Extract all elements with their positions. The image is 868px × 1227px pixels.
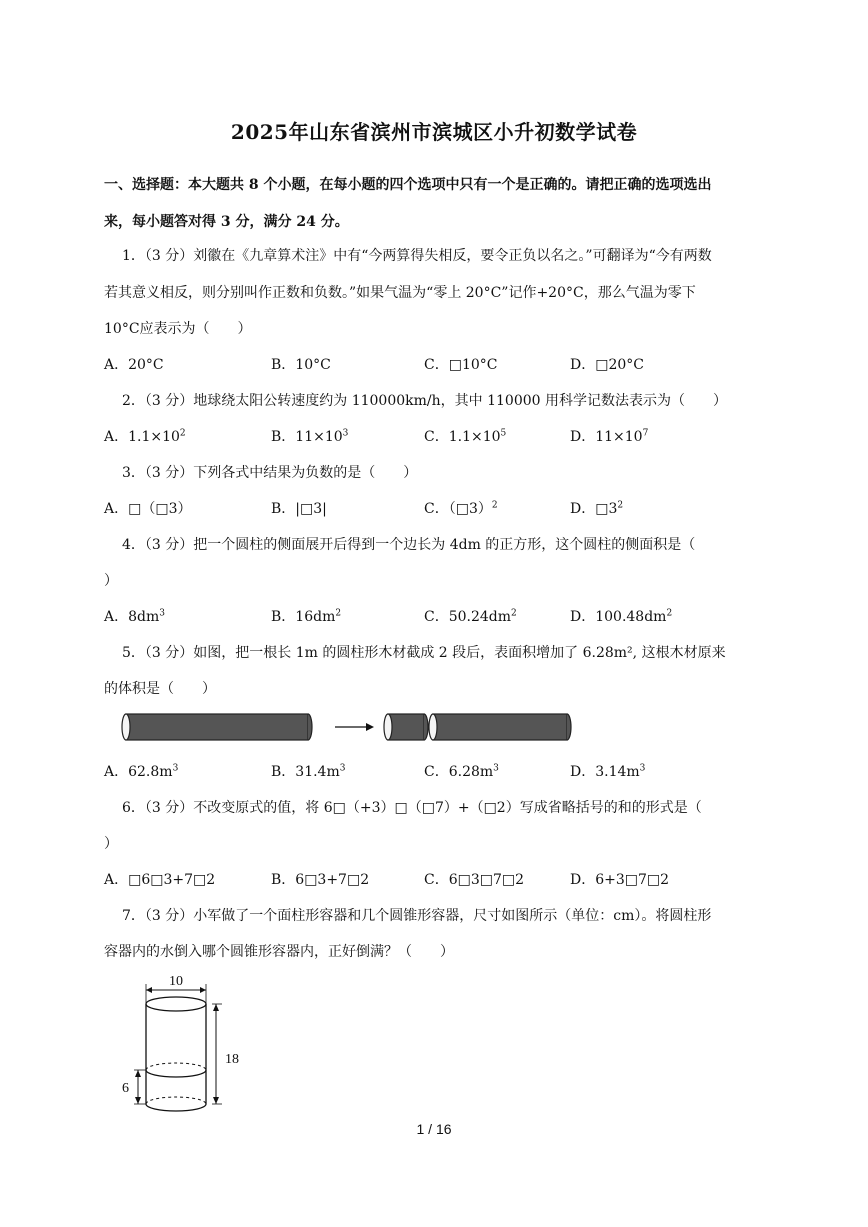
question-5-option-a: A．$62.8m^3$ xyxy=(104,763,179,780)
question-2-line-1: 2．（3 分）地球绕太阳公转速度约为 110000km/h，其中 110000 用科学记数法表示为（ ） xyxy=(122,393,727,409)
question-2-option-d: D．$11\times 10^7$ xyxy=(570,428,649,445)
question-3-option-d: D．$□3^2$ xyxy=(570,500,624,517)
question-7-line-1: 7．（3 分）小军做了一个面柱形容器和几个圆锥形容器，尺寸如图所示（单位：cm）。将圆柱形 xyxy=(122,908,712,924)
section-heading-line-2: 来，每小题答对得 3 分，满分 24 分。 xyxy=(104,214,349,230)
question-1-line-2: 若其意义相反，则分别叫作正数和负数。”如果气温为“零上 20°C”记作+20°C，那么气温为零下 xyxy=(104,285,696,301)
cylinder xyxy=(146,997,206,1111)
question-6-option-c: C．6□3□7□2 xyxy=(424,872,525,888)
page-number: 1 / 16 xyxy=(416,1121,452,1137)
water-dimension xyxy=(122,1070,146,1104)
question-1-line-3: 10°C应表示为（ ） xyxy=(104,321,252,337)
section-heading-line-1: 一、选择题：本大题共 8 个小题，在每小题的四个选项中只有一个是正确的。请把正确的选项选出 xyxy=(104,177,712,193)
log-piece-long xyxy=(429,714,571,740)
question-6-line-2: ） xyxy=(104,836,118,852)
page-title: 2025年山东省滨州市滨城区小升初数学试卷 xyxy=(230,120,638,144)
cylinder-container-figure xyxy=(110,970,250,1120)
question-6-option-d: D．6+3□7□2 xyxy=(570,872,670,888)
question-3-option-a: A．□（□3） xyxy=(104,501,192,517)
question-1-option-a: A．20°C xyxy=(104,357,164,373)
question-1-option-b: B．10°C xyxy=(271,357,331,373)
question-4-option-c: C．$50.24dm^2$ xyxy=(424,608,517,625)
question-2-option-b: B．$11\times 10^3$ xyxy=(271,428,349,445)
question-6-line-1: 6．（3 分）不改变原式的值，将 6□（+3）□（□7）+（□2）写成省略括号的和的形式是（ xyxy=(122,800,702,816)
question-4-option-d: D．$100.48dm^2$ xyxy=(570,608,673,625)
height-label: 18 xyxy=(225,1052,239,1067)
question-5-option-b: B．$31.4m^3$ xyxy=(271,763,346,780)
question-4-option-a: A．$8dm^3$ xyxy=(104,608,165,625)
height-dimension xyxy=(212,1004,239,1104)
question-4-option-b: B．$16dm^2$ xyxy=(271,608,342,625)
question-4-line-1: 4．（3 分）把一个圆柱的侧面展开后得到一个边长为 4dm 的正方形，这个圆柱的侧面积是（ xyxy=(122,537,696,553)
question-5-option-d: D．$3.14m^3$ xyxy=(570,763,646,780)
question-5-option-c: C．$6.28m^3$ xyxy=(424,763,499,780)
question-1-line-1: 1．（3 分）刘徽在《九章算术注》中有“今两算得失相反，要令正负以名之。”可翻译为“今有两数 xyxy=(122,248,712,264)
question-1-option-c: C．□10°C xyxy=(424,357,498,373)
question-6-option-a: A．□6□3+7□2 xyxy=(104,872,216,888)
arrow-icon xyxy=(335,723,374,731)
width-label: 10 xyxy=(169,974,183,989)
log-whole xyxy=(122,714,312,740)
question-6-option-b: B．6□3+7□2 xyxy=(271,872,370,888)
question-5-line-2: 的体积是（ ） xyxy=(104,681,216,697)
question-2-option-a: A．$1.1\times 10^2$ xyxy=(104,428,186,445)
log-piece-short xyxy=(384,714,428,740)
question-3-line-1: 3．（3 分）下列各式中结果为负数的是（ ） xyxy=(122,465,418,481)
question-3-option-b: B．|□3| xyxy=(271,501,327,517)
question-1-option-d: D．□20°C xyxy=(570,357,644,373)
question-2-option-c: C．$1.1\times 10^5$ xyxy=(424,428,507,445)
question-7-line-2: 容器内的水倒入哪个圆锥形容器内，正好倒满？（ ） xyxy=(104,944,454,960)
question-3-option-c: C．（□3）$^2$ xyxy=(424,500,498,517)
question-4-line-2: ） xyxy=(104,573,118,589)
water-label: 6 xyxy=(122,1081,129,1096)
cut-log-figure xyxy=(118,708,578,748)
question-5-line-1: 5．（3 分）如图，把一根长 1m 的圆柱形木材截成 2 段后，表面积增加了 6.28m², 这根木材原来 xyxy=(122,645,726,661)
